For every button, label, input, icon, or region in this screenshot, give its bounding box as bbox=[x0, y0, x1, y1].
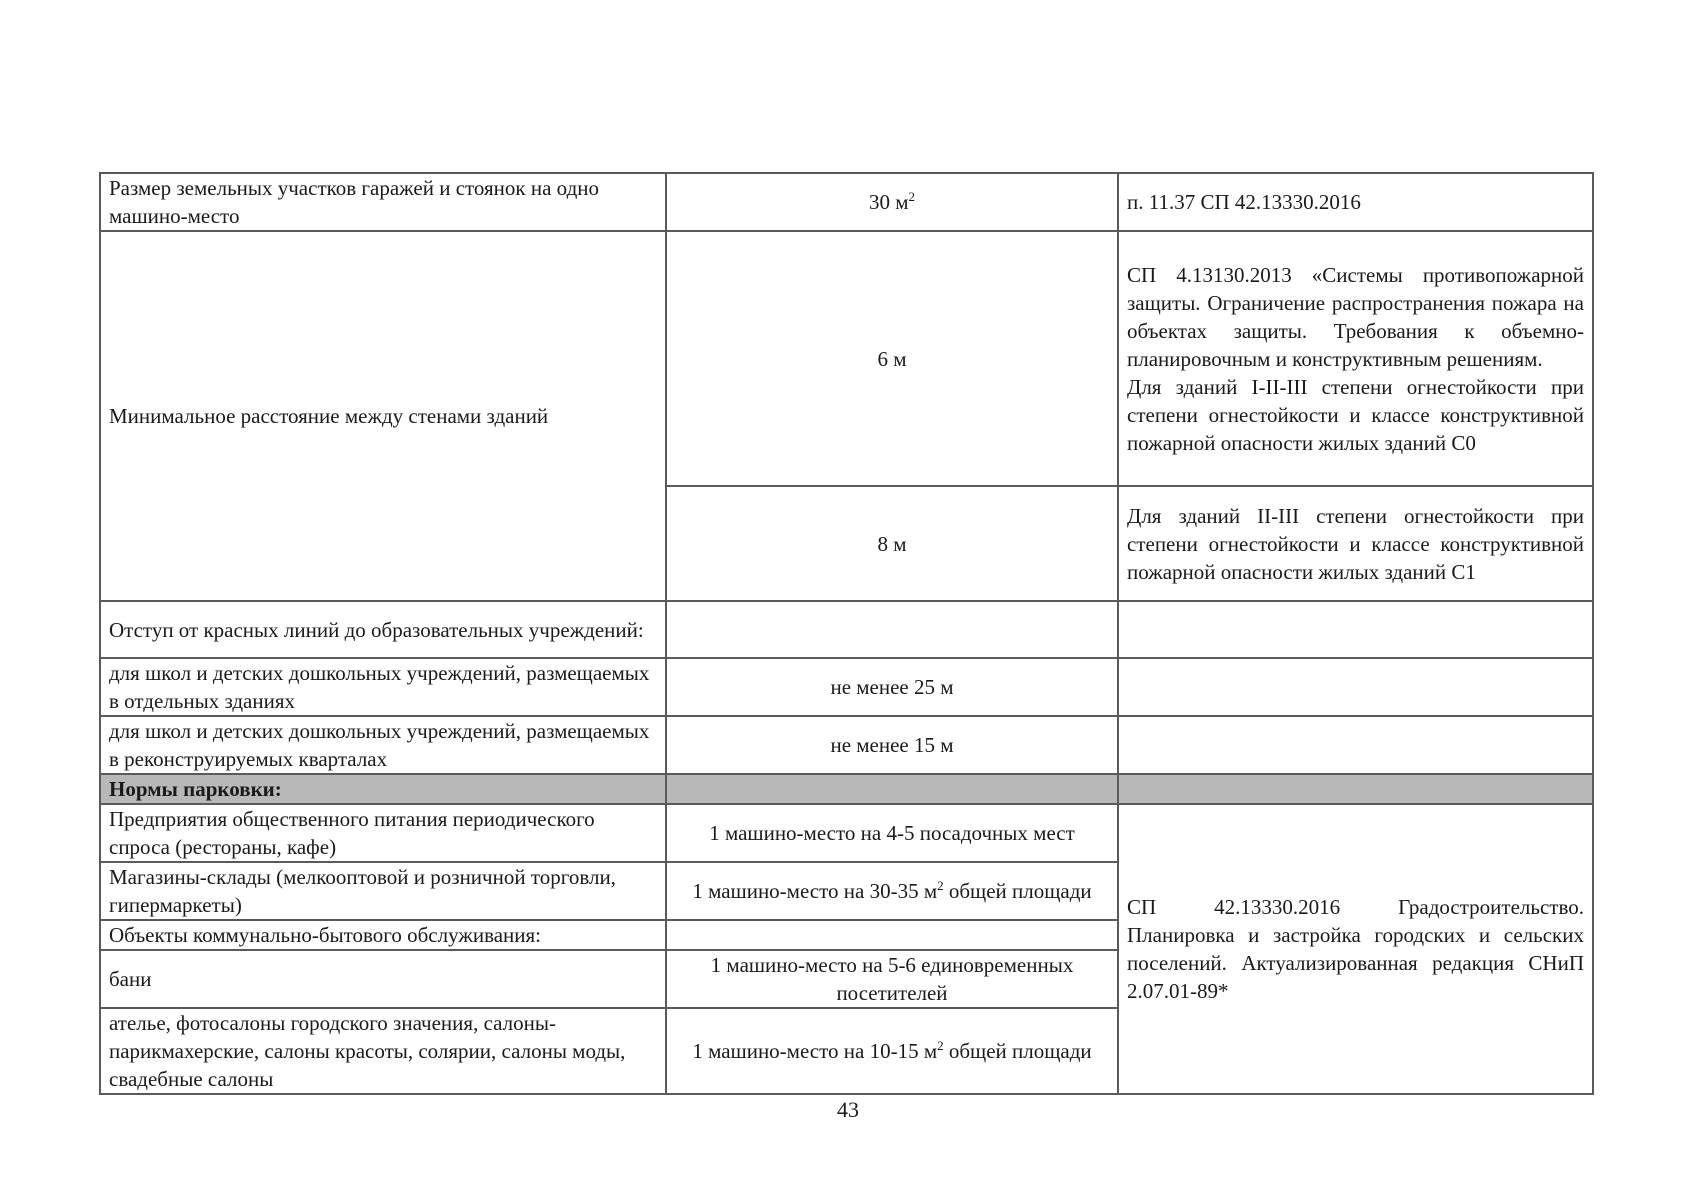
value-superscript: 2 bbox=[937, 878, 944, 893]
parameter-cell: Объекты коммунально-бытового обслуживания: bbox=[100, 920, 666, 950]
value-superscript: 2 bbox=[937, 1038, 944, 1053]
value-cell: не менее 15 м bbox=[666, 716, 1118, 774]
parameter-cell: Отступ от красных линий до образовательных учреждений: bbox=[100, 601, 666, 658]
value-text: 30 м bbox=[868, 190, 909, 214]
source-cell bbox=[1118, 774, 1593, 804]
value-cell: не менее 25 м bbox=[666, 658, 1118, 716]
source-cell bbox=[1118, 231, 1593, 486]
source-cell bbox=[1118, 716, 1593, 774]
source-cell bbox=[1118, 486, 1593, 601]
value-text: 1 машино-место на 30-35 м bbox=[692, 879, 938, 903]
table-row bbox=[100, 231, 1593, 486]
value-text: общей площади bbox=[943, 1039, 1092, 1063]
value-text: 1 машино-место на 10-15 м bbox=[692, 1039, 938, 1063]
parameter-cell: Предприятия общественного питания периодического спроса (рестораны, кафе) bbox=[100, 804, 666, 862]
parking-header: Нормы парковки: bbox=[100, 774, 666, 804]
parameter-cell: Размер земельных участков гаражей и стоянок на одно машино-место bbox=[100, 173, 666, 231]
parameter-cell: Магазины-склады (мелкооптовой и розничной торговли, гипермаркеты) bbox=[100, 862, 666, 920]
table-row bbox=[100, 173, 1593, 231]
parameter-cell: для школ и детских дошкольных учреждений, размещаемых в реконструируемых кварталах bbox=[100, 716, 666, 774]
value-cell bbox=[666, 862, 1118, 920]
table-row bbox=[100, 601, 1593, 658]
section-header-row bbox=[100, 774, 1593, 804]
value-cell bbox=[666, 920, 1118, 950]
table-row bbox=[100, 716, 1593, 774]
source-cell: п. 11.37 СП 42.13330.2016 bbox=[1118, 173, 1593, 231]
table-row bbox=[100, 658, 1593, 716]
parameter-cell: бани bbox=[100, 950, 666, 1008]
parking-source-cell bbox=[1118, 804, 1593, 1094]
source-paragraph: Для зданий I-II-III степени огнестойкости при степени огнестойкости и классе конструктивной пожарной опасности жилых зданий С0 bbox=[1127, 374, 1584, 455]
parameter-cell: для школ и детских дошкольных учреждений, размещаемых в отдельных зданиях bbox=[100, 658, 666, 716]
parameter-cell: ателье, фотосалоны городского значения, салоны-парикмахерские, салоны красоты, солярии, салоны моды, свадебные салоны bbox=[100, 1008, 666, 1094]
value-cell bbox=[666, 601, 1118, 658]
value-cell bbox=[666, 774, 1118, 804]
value-cell: 6 м bbox=[666, 231, 1118, 486]
parameter-cell: Минимальное расстояние между стенами зданий bbox=[100, 231, 666, 601]
value-cell: 1 машино-место на 4-5 посадочных мест bbox=[666, 804, 1118, 862]
value-cell: 8 м bbox=[666, 486, 1118, 601]
source-cell bbox=[1118, 658, 1593, 716]
source-paragraph: Для зданий II-III степени огнестойкости при степени огнестойкости и классе конструктивной пожарной опасности жилых зданий С1 bbox=[1127, 503, 1584, 584]
source-cell bbox=[1118, 601, 1593, 658]
value-cell bbox=[666, 173, 1118, 231]
parking-source-text: СП 42.13330.2016 Градостроительство. Планировка и застройка городских и сельских поселений. Актуализированная редакция СНиП 2.07.01-89* bbox=[1127, 895, 1584, 1003]
value-text: общей площади bbox=[943, 879, 1092, 903]
value-cell bbox=[666, 1008, 1118, 1094]
value-cell: 1 машино-место на 5-6 единовременных посетителей bbox=[666, 950, 1118, 1008]
norms-table bbox=[99, 172, 1594, 1095]
table-row bbox=[100, 804, 1593, 862]
page-number: 43 bbox=[837, 1097, 859, 1122]
value-superscript: 2 bbox=[908, 189, 916, 204]
source-paragraph: СП 4.13130.2013 «Системы противопожарной защиты. Ограничение распространения пожара на объектах защиты. Требования к объемно-планировочным и конструктивным решениям. bbox=[1127, 262, 1584, 371]
